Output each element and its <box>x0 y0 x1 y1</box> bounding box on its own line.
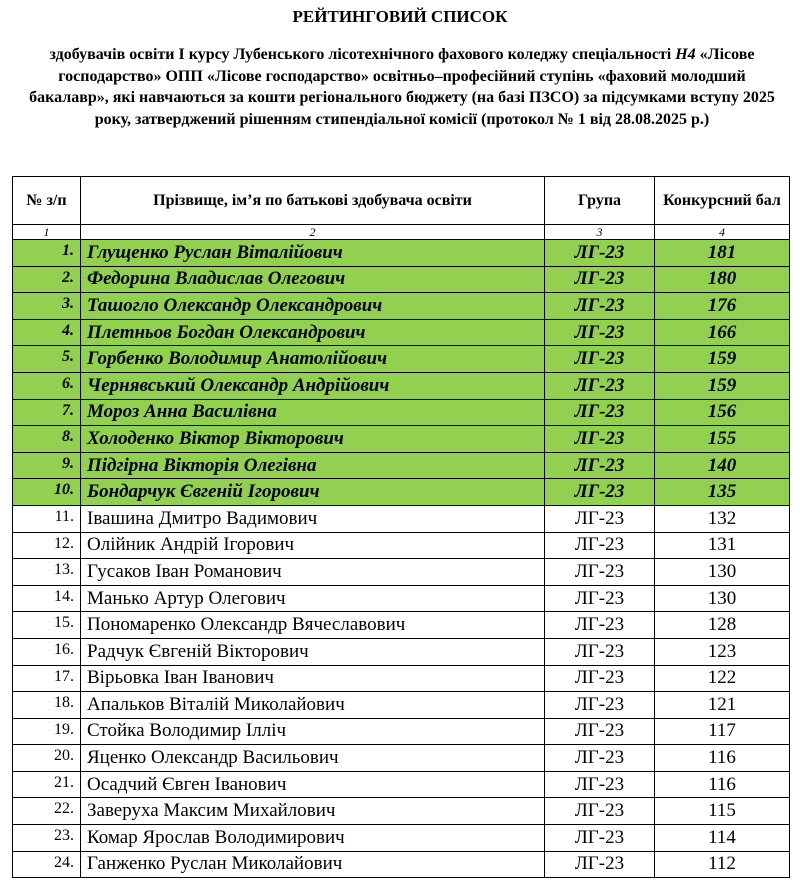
table-row <box>13 771 790 798</box>
score-cell: 121 <box>655 692 790 719</box>
student-name: Чернявський Олександр Андрійович <box>81 372 545 399</box>
table-row <box>13 266 790 293</box>
column-number: 1 <box>13 225 81 240</box>
column-numbers-row <box>13 225 790 240</box>
student-name: Апальков Віталій Миколайович <box>81 692 545 719</box>
group-cell: ЛГ-23 <box>545 825 655 852</box>
subtitle-part-2: «Лісове господарство» ОПП «Лісове господарство» освітньо–професійний ступінь «фаховий молодший бакалавр», які навчаються за кошти регіонального бюджету (на базі ПЗСО) за підсумками вступу 2025 року, затверджений рішенням стипендіальної комісії (протокол № 1 від 28.08.2025 р.) <box>29 46 775 128</box>
row-number: 19. <box>13 718 81 745</box>
table-row <box>13 851 790 878</box>
group-cell: ЛГ-23 <box>545 585 655 612</box>
score-cell: 180 <box>655 266 790 293</box>
table-row <box>13 825 790 852</box>
score-cell: 131 <box>655 532 790 559</box>
row-number: 2. <box>13 266 81 293</box>
column-header-name: Прізвище, ім’я по батькові здобувача освіти <box>81 177 545 225</box>
table-row <box>13 638 790 665</box>
group-cell: ЛГ-23 <box>545 612 655 639</box>
score-cell: 122 <box>655 665 790 692</box>
student-name: Бондарчук Євгеній Ігорович <box>81 479 545 506</box>
student-name: Івашина Дмитро Вадимович <box>81 505 545 532</box>
student-name: Холоденко Віктор Вікторович <box>81 426 545 453</box>
group-cell: ЛГ-23 <box>545 319 655 346</box>
column-header-number: № з/п <box>13 177 81 225</box>
table-row <box>13 399 790 426</box>
score-cell: 130 <box>655 559 790 586</box>
column-number: 4 <box>655 225 790 240</box>
column-number: 3 <box>545 225 655 240</box>
group-cell: ЛГ-23 <box>545 745 655 772</box>
student-name: Федорина Владислав Олегович <box>81 266 545 293</box>
table-row <box>13 745 790 772</box>
group-cell: ЛГ-23 <box>545 266 655 293</box>
score-cell: 128 <box>655 612 790 639</box>
group-cell: ЛГ-23 <box>545 505 655 532</box>
row-number: 6. <box>13 372 81 399</box>
table-row <box>13 479 790 506</box>
row-number: 16. <box>13 638 81 665</box>
score-cell: 112 <box>655 851 790 878</box>
score-cell: 159 <box>655 346 790 373</box>
score-cell: 156 <box>655 399 790 426</box>
row-number: 24. <box>13 851 81 878</box>
student-name: Підгірна Вікторія Олегівна <box>81 452 545 479</box>
table-row <box>13 505 790 532</box>
table-row <box>13 426 790 453</box>
table-row <box>13 718 790 745</box>
score-cell: 132 <box>655 505 790 532</box>
group-cell: ЛГ-23 <box>545 240 655 267</box>
student-name: Яценко Олександр Васильович <box>81 745 545 772</box>
score-cell: 176 <box>655 293 790 320</box>
student-name: Ганженко Руслан Миколайович <box>81 851 545 878</box>
group-cell: ЛГ-23 <box>545 771 655 798</box>
table-row <box>13 692 790 719</box>
row-number: 15. <box>13 612 81 639</box>
table-row <box>13 665 790 692</box>
column-header-group: Група <box>545 177 655 225</box>
group-cell: ЛГ-23 <box>545 479 655 506</box>
score-cell: 117 <box>655 718 790 745</box>
row-number: 17. <box>13 665 81 692</box>
table-row <box>13 559 790 586</box>
student-name: Радчук Євгеній Вікторович <box>81 638 545 665</box>
row-number: 11. <box>13 505 81 532</box>
table-row <box>13 612 790 639</box>
table-row <box>13 293 790 320</box>
group-cell: ЛГ-23 <box>545 638 655 665</box>
group-cell: ЛГ-23 <box>545 665 655 692</box>
table-row <box>13 346 790 373</box>
table-row <box>13 372 790 399</box>
table-row <box>13 798 790 825</box>
student-name: Пономаренко Олександр Вячеславович <box>81 612 545 639</box>
student-name: Манько Артур Олегович <box>81 585 545 612</box>
student-name: Вірьовка Іван Іванович <box>81 665 545 692</box>
row-number: 4. <box>13 319 81 346</box>
student-name: Осадчий Євген Іванович <box>81 771 545 798</box>
row-number: 8. <box>13 426 81 453</box>
row-number: 12. <box>13 532 81 559</box>
row-number: 22. <box>13 798 81 825</box>
student-name: Горбенко Володимир Анатолійович <box>81 346 545 373</box>
score-cell: 115 <box>655 798 790 825</box>
row-number: 20. <box>13 745 81 772</box>
group-cell: ЛГ-23 <box>545 399 655 426</box>
row-number: 3. <box>13 293 81 320</box>
table-header-row <box>13 177 790 225</box>
group-cell: ЛГ-23 <box>545 372 655 399</box>
table-row <box>13 319 790 346</box>
group-cell: ЛГ-23 <box>545 426 655 453</box>
row-number: 9. <box>13 452 81 479</box>
group-cell: ЛГ-23 <box>545 692 655 719</box>
group-cell: ЛГ-23 <box>545 346 655 373</box>
score-cell: 166 <box>655 319 790 346</box>
score-cell: 140 <box>655 452 790 479</box>
row-number: 23. <box>13 825 81 852</box>
student-name: Ташогло Олександр Олександрович <box>81 293 545 320</box>
score-cell: 130 <box>655 585 790 612</box>
table-body <box>13 240 790 878</box>
student-name: Стойка Володимир Ілліч <box>81 718 545 745</box>
score-cell: 181 <box>655 240 790 267</box>
score-cell: 159 <box>655 372 790 399</box>
row-number: 18. <box>13 692 81 719</box>
student-name: Комар Ярослав Володимирович <box>81 825 545 852</box>
score-cell: 135 <box>655 479 790 506</box>
group-cell: ЛГ-23 <box>545 798 655 825</box>
rating-table <box>12 176 790 878</box>
column-number: 2 <box>81 225 545 240</box>
subtitle-specialty-code: Н4 <box>675 46 696 63</box>
table-row <box>13 240 790 267</box>
row-number: 7. <box>13 399 81 426</box>
score-cell: 116 <box>655 771 790 798</box>
table-row <box>13 532 790 559</box>
row-number: 13. <box>13 559 81 586</box>
document-title: РЕЙТИНГОВИЙ СПИСОК <box>292 7 508 26</box>
column-header-score: Конкурсний бал <box>655 177 790 225</box>
row-number: 21. <box>13 771 81 798</box>
table-row <box>13 585 790 612</box>
group-cell: ЛГ-23 <box>545 532 655 559</box>
score-cell: 116 <box>655 745 790 772</box>
student-name: Гусаков Іван Романович <box>81 559 545 586</box>
row-number: 1. <box>13 240 81 267</box>
table-row <box>13 452 790 479</box>
score-cell: 114 <box>655 825 790 852</box>
score-cell: 123 <box>655 638 790 665</box>
group-cell: ЛГ-23 <box>545 718 655 745</box>
student-name: Глущенко Руслан Віталійович <box>81 240 545 267</box>
subtitle-part-1: здобувачів освіти І курсу Лубенського лісотехнічного фахового коледжу спеціальності <box>49 46 676 63</box>
student-name: Плетньов Богдан Олександрович <box>81 319 545 346</box>
row-number: 14. <box>13 585 81 612</box>
student-name: Заверуха Максим Михайлович <box>81 798 545 825</box>
group-cell: ЛГ-23 <box>545 452 655 479</box>
student-name: Мороз Анна Василівна <box>81 399 545 426</box>
row-number: 5. <box>13 346 81 373</box>
group-cell: ЛГ-23 <box>545 293 655 320</box>
document-subtitle <box>22 44 782 130</box>
row-number: 10. <box>13 479 81 506</box>
student-name: Олійник Андрій Ігорович <box>81 532 545 559</box>
group-cell: ЛГ-23 <box>545 851 655 878</box>
group-cell: ЛГ-23 <box>545 559 655 586</box>
score-cell: 155 <box>655 426 790 453</box>
